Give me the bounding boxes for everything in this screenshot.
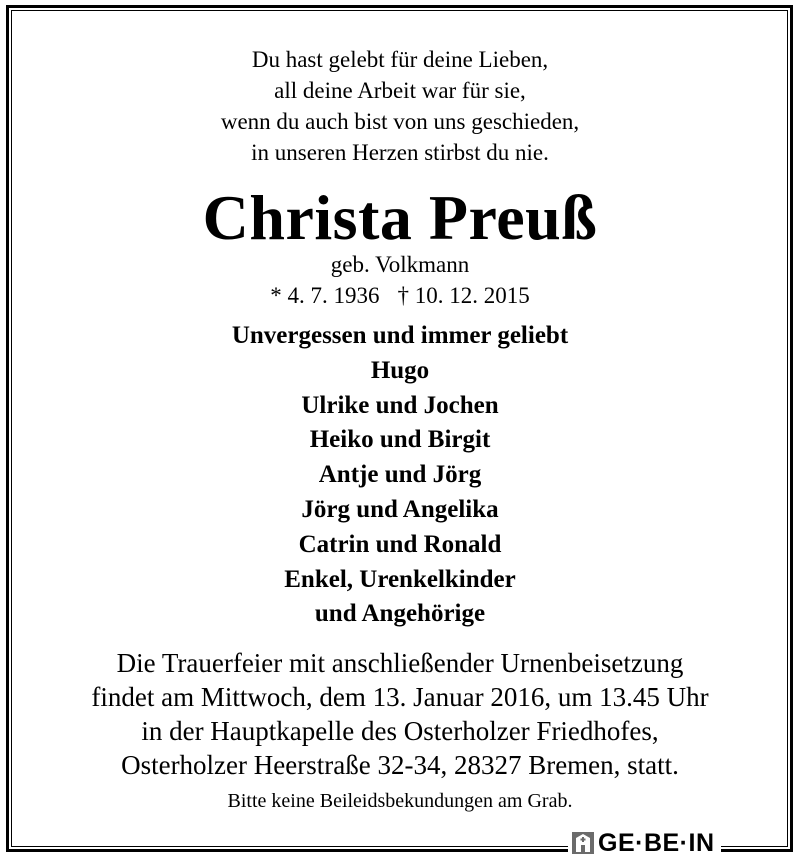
family-line: Catrin und Ronald [298,530,502,558]
poem-line: in unseren Herzen stirbst du nie. [251,140,549,165]
condolence-request: Bitte keine Beileidsbekundungen am Grab. [227,790,573,812]
family-line: Unvergessen und immer geliebt [231,322,569,349]
gebein-logo-icon [572,832,594,854]
poem-line: all deine Arbeit war für sie, [274,78,526,103]
family-line: und Angehörige [314,600,486,628]
service-line: Die Trauerfeier mit anschließender Urnenbeisetzung [116,648,684,678]
life-dates [0,281,800,311]
birth-date: * 4. 7. 1936 [270,283,380,308]
poem [0,44,800,168]
service-line: in der Hauptkapelle des Osterholzer Friedhofes, [141,716,659,746]
poem-line: Du hast gelebt für deine Lieben, [251,47,549,72]
birth-name: geb. Volkmann [330,252,470,277]
family-line: Ulrike und Jochen [301,391,499,419]
service-line: Osterholzer Heerstraße 32-34, 28327 Bremen, statt. [121,750,679,780]
family-line: Enkel, Urenkelkinder [284,565,516,593]
logo-text: GE·BE·IN [598,829,715,857]
deceased-name: Christa Preuß [202,182,598,253]
family-line: Antje und Jörg [318,461,482,489]
family-line: Hugo [370,356,430,384]
family-line: Heiko und Birgit [309,426,491,454]
service-details [0,646,800,782]
family-line: Jörg und Angelika [301,495,499,523]
poem-line: wenn du auch bist von uns geschieden, [220,109,580,134]
death-date: † 10. 12. 2015 [397,283,530,308]
family-list [0,319,800,632]
service-line: findet am Mittwoch, dem 13. Januar 2016, um 13.45 Uhr [91,682,709,712]
publisher-logo [568,828,721,858]
